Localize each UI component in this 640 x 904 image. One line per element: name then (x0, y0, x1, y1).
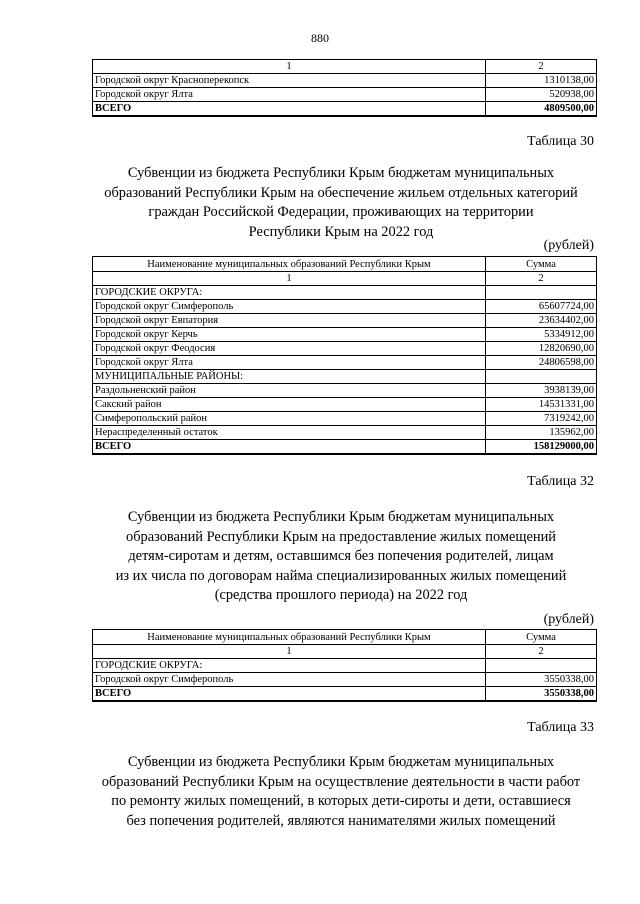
table-continued (92, 59, 597, 117)
title-line: граждан Российской Федерации, проживающих на территории (148, 204, 534, 220)
total-label: ВСЕГО (93, 102, 486, 117)
total-label: ВСЕГО (93, 440, 486, 455)
title-line: по ремонту жилых помещений, в которых дети-сироты и дети, оставшиеся (111, 793, 571, 809)
total-label: ВСЕГО (93, 687, 486, 702)
column-header: Наименование муниципальных образований Республики Крым (93, 257, 486, 272)
column-header: Сумма (486, 630, 597, 645)
row-name: Раздольненский район (93, 384, 486, 398)
row-amount: 65607724,00 (486, 300, 597, 314)
table-row (93, 300, 597, 314)
title-line: образований Республики Крым на предоставление жилых помещений (126, 528, 556, 545)
column-number: 1 (93, 60, 486, 74)
table-label: Таблица 32 (527, 474, 594, 489)
total-row (93, 687, 597, 702)
section-row (93, 370, 597, 384)
column-number: 1 (93, 272, 486, 286)
row-name: Городской округ Ялта (93, 88, 486, 102)
table-32 (92, 629, 597, 702)
total-amount: 158129000,00 (486, 440, 597, 455)
row-name: Городской округ Евпатория (93, 314, 486, 328)
row-amount: 3938139,00 (486, 384, 597, 398)
table-title (80, 508, 602, 606)
header-row (93, 630, 597, 645)
column-number-row (93, 645, 597, 659)
table-row (93, 314, 597, 328)
table-row (93, 356, 597, 370)
table-title (80, 753, 602, 831)
table-row (93, 412, 597, 426)
row-amount: 7319242,00 (486, 412, 597, 426)
table-30 (92, 256, 597, 455)
header-row (93, 257, 597, 272)
total-amount: 3550338,00 (486, 687, 597, 702)
title-line: Субвенции из бюджета Республики Крым бюджетам муниципальных (127, 165, 555, 181)
title-line: Субвенции из бюджета Республики Крым бюджетам муниципальных (127, 509, 555, 525)
row-name: Городской округ Красноперекопск (93, 74, 486, 88)
table-row (93, 342, 597, 356)
title-line: (средства прошлого периода) на 2022 год (214, 587, 468, 603)
row-name: Городской округ Симферополь (93, 673, 486, 687)
title-line: детям-сиротам и детям, оставшимся без попечения родителей, лицам (128, 548, 554, 564)
column-number-row (93, 60, 597, 74)
table-row (93, 398, 597, 412)
table-title (80, 164, 602, 242)
section-row (93, 659, 597, 673)
section-label: МУНИЦИПАЛЬНЫЕ РАЙОНЫ: (93, 370, 486, 384)
total-row (93, 102, 597, 117)
table-row (93, 673, 597, 687)
row-name: Городской округ Ялта (93, 356, 486, 370)
table-row (93, 328, 597, 342)
column-header: Наименование муниципальных образований Республики Крым (93, 630, 486, 645)
row-name: Городской округ Керчь (93, 328, 486, 342)
column-header: Сумма (486, 257, 597, 272)
table-label: Таблица 33 (527, 720, 594, 735)
column-number: 2 (486, 645, 597, 659)
title-line: из их числа по договорам найма специализированных жилых помещений (115, 567, 567, 584)
title-line: Субвенции из бюджета Республики Крым бюджетам муниципальных (127, 754, 555, 770)
title-line: образований Республики Крым на осуществление деятельности в части работ (101, 773, 581, 790)
table-row (93, 88, 597, 102)
row-amount: 23634402,00 (486, 314, 597, 328)
row-amount: 12820690,00 (486, 342, 597, 356)
table-label: Таблица 30 (527, 134, 594, 149)
unit-label: (рублей) (543, 612, 594, 627)
title-line: Республики Крым на 2022 год (248, 223, 434, 240)
row-amount: 24806598,00 (486, 356, 597, 370)
column-number: 2 (486, 272, 597, 286)
section-row (93, 286, 597, 300)
section-label: ГОРОДСКИЕ ОКРУГА: (93, 286, 486, 300)
row-amount: 520938,00 (486, 88, 597, 102)
row-name: Городской округ Феодосия (93, 342, 486, 356)
table-row (93, 384, 597, 398)
row-amount: 3550338,00 (486, 673, 597, 687)
row-amount: 1310138,00 (486, 74, 597, 88)
row-amount: 5334912,00 (486, 328, 597, 342)
unit-label: (рублей) (543, 238, 594, 253)
total-amount: 4809500,00 (486, 102, 597, 117)
page-number: 880 (311, 31, 329, 45)
title-line: образований Республики Крым на обеспечение жильем отдельных категорий (104, 184, 578, 201)
column-number: 2 (486, 60, 597, 74)
row-amount: 14531331,00 (486, 398, 597, 412)
row-amount (486, 286, 597, 300)
title-line: без попечения родителей, являются нанимателями жилых помещений (126, 812, 556, 829)
row-name: Сакский район (93, 398, 486, 412)
column-number-row (93, 272, 597, 286)
row-amount (486, 659, 597, 673)
row-name: Городской округ Симферополь (93, 300, 486, 314)
row-name: Нераспределенный остаток (93, 426, 486, 440)
row-name: Симферопольский район (93, 412, 486, 426)
row-amount (486, 370, 597, 384)
row-amount: 135962,00 (486, 426, 597, 440)
column-number: 1 (93, 645, 486, 659)
table-row (93, 426, 597, 440)
section-label: ГОРОДСКИЕ ОКРУГА: (93, 659, 486, 673)
total-row (93, 440, 597, 455)
table-row (93, 74, 597, 88)
